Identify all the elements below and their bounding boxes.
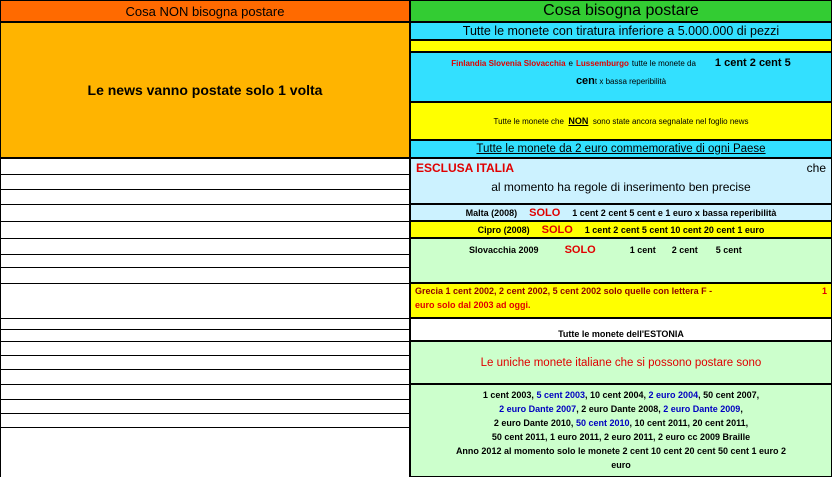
rule-italian-header[interactable] [410, 341, 832, 384]
coin-50c-2010: 50 cent 2010 [575, 418, 630, 428]
line-2-comma: , [740, 404, 743, 414]
coin-50c-2007: , 50 cent 2007, [698, 390, 760, 400]
left-empty-row[interactable] [0, 204, 410, 205]
header-not-to-post [0, 0, 410, 22]
coin-2e-dante-2010: 2 euro Dante 2010, [493, 418, 574, 428]
italian-line-2 [411, 402, 831, 416]
left-empty-row[interactable] [0, 355, 410, 356]
left-empty-row[interactable] [0, 427, 410, 428]
rule-low-mintage[interactable] [410, 22, 832, 40]
left-empty-row[interactable] [0, 341, 410, 342]
left-empty-row[interactable] [0, 384, 410, 385]
excluded-italy-che: che [806, 161, 826, 175]
italian-coins-list[interactable] [410, 384, 832, 477]
slovakia-2cent: 2 cent [671, 245, 698, 255]
coin-2011-group: , 10 cent 2011, 20 cent 2011, [629, 418, 749, 428]
rule-not-reported[interactable] [410, 102, 832, 140]
left-empty-row[interactable] [0, 399, 410, 400]
slovakia-label: Slovacchia 2009 [469, 245, 539, 255]
rule-excluded-italy[interactable] [410, 158, 832, 204]
rule-low-mintage-text: Tutte le monete con tiratura inferiore a 5.000.000 di pezzi [462, 24, 780, 38]
cyprus-coins: 1 cent 2 cent 5 cent 10 cent 20 cent 1 euro [584, 224, 765, 235]
rule-commemorative[interactable] [410, 140, 832, 158]
left-empty-row[interactable] [0, 329, 410, 330]
greece-text: Grecia 1 cent 2002, 2 cent 2002, 5 cent 2002 solo quelle con lettera F - [415, 286, 713, 296]
countries-mid-text: tutte le monete da [631, 59, 696, 68]
italian-line-1 [411, 388, 831, 402]
left-empty-row[interactable] [0, 413, 410, 414]
excluded-italy-rules: al momento ha regole di inserimento ben precise [491, 180, 751, 194]
estonia-text: Tutte le monete dell'ESTONIA [558, 329, 684, 339]
greece-one: 1 [821, 286, 827, 296]
header-to-post [410, 0, 832, 22]
malta-coins: 1 cent 2 cent 5 cent e 1 euro x bassa reperibilità [572, 207, 777, 218]
slovakia-solo: SOLO [564, 244, 596, 256]
coin-2e-dante-2008: , 2 euro Dante 2008, [576, 404, 661, 414]
coin-2e-dante-2009: 2 euro Dante 2009 [663, 404, 741, 414]
left-empty-row[interactable] [0, 221, 410, 222]
left-empty-row[interactable] [0, 158, 410, 159]
rule-estonia[interactable] [410, 318, 832, 341]
cyprus-solo: SOLO [541, 223, 573, 236]
countries-low-availability: t x bassa reperibilità [594, 77, 667, 86]
rule-slovakia[interactable] [410, 238, 832, 283]
rule-malta[interactable] [410, 204, 832, 221]
cyprus-label: Cipro (2008) [477, 224, 530, 235]
malta-solo: SOLO [529, 206, 561, 219]
header-left-label: Cosa NON bisogna postare [125, 3, 285, 19]
italian-line-6: euro [611, 460, 631, 470]
coin-1c-2003: 1 cent 2003, [482, 390, 534, 400]
rule-cyprus[interactable] [410, 221, 832, 238]
italian-line-3 [411, 416, 831, 430]
left-empty-row[interactable] [0, 318, 410, 319]
left-empty-row[interactable] [0, 267, 410, 268]
left-empty-row[interactable] [0, 174, 410, 175]
country-luxembourg: Lussemburgo [575, 59, 629, 68]
header-right-label: Cosa bisogna postare [543, 2, 699, 19]
countries-cen-text: cen [575, 75, 595, 87]
left-empty-row[interactable] [0, 189, 410, 190]
countries-list: Finlandia Slovenia Slovacchia [451, 59, 566, 68]
coin-5c-2003: 5 cent 2003 [536, 390, 585, 400]
excluded-italy-label: ESCLUSA ITALIA [416, 161, 514, 175]
left-empty-row[interactable] [0, 254, 410, 255]
italian-coins-heading: Le uniche monete italiane che si possono postare sono [480, 356, 762, 369]
coin-10c-2004: , 10 cent 2004, [584, 390, 647, 400]
rule-countries[interactable] [410, 52, 832, 102]
malta-label: Malta (2008) [465, 207, 518, 218]
slovakia-5cent: 5 cent [715, 245, 742, 255]
commemorative-text: Tutte le monete da 2 euro commemorative di ogni Paese [476, 143, 766, 155]
slovakia-1cent: 1 cent [629, 245, 656, 255]
rule-greece[interactable] [410, 283, 832, 318]
coin-2e-2004: 2 euro 2004 [648, 390, 699, 400]
empty-yellow-row[interactable] [410, 40, 832, 52]
greece-tail: euro solo dal 2003 ad oggi. [415, 300, 531, 310]
not-reported-non: NON [568, 116, 589, 126]
left-empty-row[interactable] [0, 238, 410, 239]
left-empty-row[interactable] [0, 369, 410, 370]
not-reported-post: sono state ancora segnalate nel foglio news [592, 116, 749, 126]
news-notice-text: Le news vanno postate solo 1 volta [87, 82, 323, 98]
coin-2e-dante-2007: 2 euro Dante 2007 [499, 404, 577, 414]
news-notice-cell[interactable] [0, 22, 410, 158]
left-empty-row[interactable] [0, 283, 410, 284]
italian-line-5: Anno 2012 al momento solo le monete 2 cent 10 cent 20 cent 50 cent 1 euro 2 [455, 446, 787, 456]
countries-and: e [568, 59, 573, 68]
italian-line-4: 50 cent 2011, 1 euro 2011, 2 euro 2011, 2 euro cc 2009 Braille [491, 432, 751, 442]
countries-cent-values: 1 cent 2 cent 5 [714, 57, 791, 69]
not-reported-pre: Tutte le monete che [493, 116, 564, 126]
